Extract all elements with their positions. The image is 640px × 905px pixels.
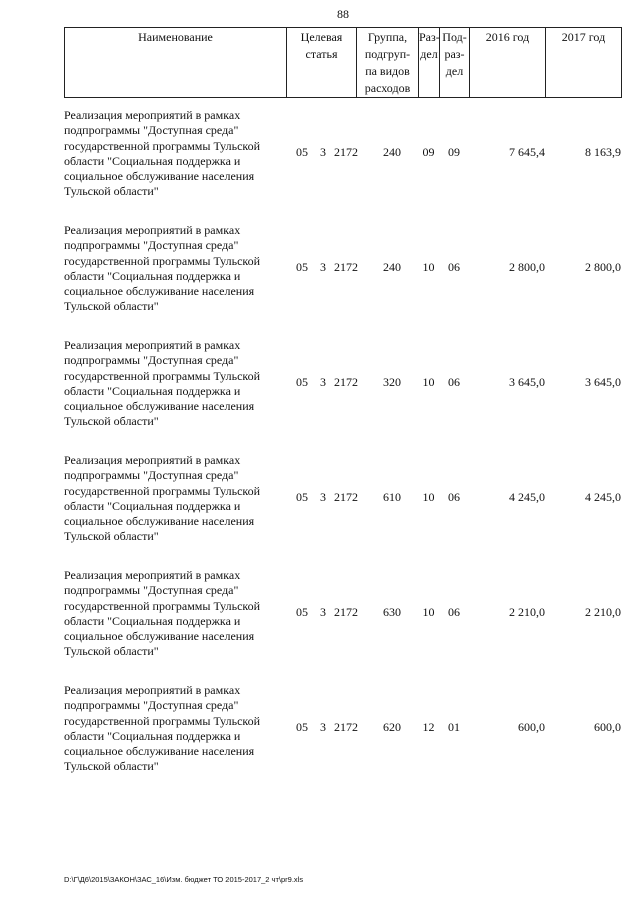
cell-section: 09 <box>422 145 435 159</box>
header-subsection <box>440 28 470 97</box>
row-name-line: Тульской области" <box>64 644 159 659</box>
cell-target-code-2: 3 <box>320 490 326 504</box>
cell-target-code-3: 2172 <box>334 605 358 619</box>
row-name-line: Тульской области" <box>64 529 159 544</box>
row-name-line: государственной программы Тульской <box>64 368 261 383</box>
row-name-line: области "Социальная поддержка и <box>64 613 241 628</box>
header-subsection-line: Под- <box>442 30 467 44</box>
header-target <box>287 28 357 97</box>
row-name-line: государственной программы Тульской <box>64 138 261 153</box>
cell-section: 12 <box>422 720 435 734</box>
header-2016 <box>470 28 546 97</box>
row-name-line: Тульской области" <box>64 299 159 314</box>
cell-2016: 7 645,4 <box>509 145 545 159</box>
cell-expense-group: 320 <box>383 375 401 389</box>
row-name-line: подпрограммы "Доступная среда" <box>64 698 239 713</box>
header-group-line: па видов <box>365 64 410 78</box>
cell-subsection: 06 <box>448 605 460 619</box>
row-name-line: государственной программы Тульской <box>64 598 261 613</box>
row-name <box>64 108 292 200</box>
row-name-line: Реализация мероприятий в рамках <box>64 108 241 122</box>
cell-target-code-1: 05 <box>296 720 308 734</box>
row-name-line: социальное обслуживание населения <box>64 629 255 644</box>
cell-target-code-3: 2172 <box>334 490 358 504</box>
cell-target-code-2: 3 <box>320 720 326 734</box>
page-number: 88 <box>337 7 349 21</box>
row-name-line: подпрограммы "Доступная среда" <box>64 353 239 368</box>
header-subsection-line: раз- <box>444 47 465 61</box>
header-2017 <box>546 28 621 97</box>
header-group-line: подгруп- <box>364 47 411 61</box>
header-2016-text: 2016 год <box>485 30 530 44</box>
row-name-line: Тульской области" <box>64 759 159 774</box>
row-name <box>64 453 292 545</box>
cell-section: 10 <box>422 375 435 389</box>
row-name-line: области "Социальная поддержка и <box>64 728 241 743</box>
table-body <box>64 108 634 798</box>
row-name-line: государственной программы Тульской <box>64 253 261 268</box>
cell-expense-group: 620 <box>383 720 401 734</box>
table-row <box>64 338 634 453</box>
header-target-line: Целевая <box>300 30 343 44</box>
file-path-footer: D:\Г\Д6\2015\ЗАКОН\ЗАС_16\Изм. бюджет ТО 2015-2017_2 чт\pr9.xls <box>64 875 304 884</box>
cell-expense-group: 630 <box>383 605 401 619</box>
row-name-line: Реализация мероприятий в рамках <box>64 453 241 467</box>
row-name-line: социальное обслуживание населения <box>64 744 255 759</box>
header-name <box>65 28 287 97</box>
cell-2017: 4 245,0 <box>585 490 621 504</box>
cell-target-code-2: 3 <box>320 260 326 274</box>
cell-2017: 8 163,9 <box>585 145 621 159</box>
row-name-line: подпрограммы "Доступная среда" <box>64 123 239 138</box>
row-name-line: государственной программы Тульской <box>64 713 261 728</box>
header-section <box>419 28 440 97</box>
cell-target-code-3: 2172 <box>334 145 358 159</box>
row-name-line: Реализация мероприятий в рамках <box>64 223 241 237</box>
row-name <box>64 223 292 315</box>
row-name-line: области "Социальная поддержка и <box>64 268 241 283</box>
cell-2017: 600,0 <box>594 720 621 734</box>
table-row <box>64 223 634 338</box>
cell-subsection: 06 <box>448 260 460 274</box>
cell-target-code-2: 3 <box>320 375 326 389</box>
cell-2016: 2 210,0 <box>509 605 545 619</box>
row-name-line: Тульской области" <box>64 184 159 199</box>
cell-subsection: 06 <box>448 375 460 389</box>
table-header <box>64 27 622 98</box>
cell-2016: 4 245,0 <box>509 490 545 504</box>
row-name-line: подпрограммы "Доступная среда" <box>64 238 239 253</box>
table-row <box>64 108 634 223</box>
header-group-line: расходов <box>364 81 411 95</box>
cell-target-code-1: 05 <box>296 490 308 504</box>
header-subsection-line: дел <box>445 64 464 78</box>
cell-subsection: 01 <box>448 720 460 734</box>
row-name-line: социальное обслуживание населения <box>64 169 255 184</box>
cell-2016: 600,0 <box>518 720 545 734</box>
header-group-line: Группа, <box>367 30 408 44</box>
row-name-line: области "Социальная поддержка и <box>64 383 241 398</box>
cell-target-code-1: 05 <box>296 260 308 274</box>
row-name-line: Реализация мероприятий в рамках <box>64 568 241 582</box>
header-target-line: статья <box>305 47 338 61</box>
row-name-line: подпрограммы "Доступная среда" <box>64 468 239 483</box>
cell-2017: 3 645,0 <box>585 375 621 389</box>
row-name-line: социальное обслуживание населения <box>64 284 255 299</box>
cell-expense-group: 610 <box>383 490 401 504</box>
row-name-line: Реализация мероприятий в рамках <box>64 338 241 352</box>
cell-2017: 2 210,0 <box>585 605 621 619</box>
table-row <box>64 683 634 798</box>
header-section-line: дел <box>420 47 438 61</box>
row-name-line: социальное обслуживание населения <box>64 399 255 414</box>
cell-subsection: 09 <box>448 145 460 159</box>
cell-section: 10 <box>422 260 435 274</box>
row-name-line: социальное обслуживание населения <box>64 514 255 529</box>
cell-target-code-2: 3 <box>320 145 326 159</box>
header-name-text: Наименование <box>138 30 213 44</box>
cell-expense-group: 240 <box>383 260 401 274</box>
row-name-line: области "Социальная поддержка и <box>64 498 241 513</box>
row-name-line: области "Социальная поддержка и <box>64 153 241 168</box>
header-group <box>357 28 419 97</box>
table-row <box>64 568 634 683</box>
cell-target-code-2: 3 <box>320 605 326 619</box>
table-row <box>64 453 634 568</box>
cell-2016: 3 645,0 <box>509 375 545 389</box>
row-name-line: Реализация мероприятий в рамках <box>64 683 241 697</box>
cell-target-code-1: 05 <box>296 605 308 619</box>
cell-2016: 2 800,0 <box>509 260 545 274</box>
cell-subsection: 06 <box>448 490 460 504</box>
cell-target-code-3: 2172 <box>334 375 358 389</box>
cell-target-code-3: 2172 <box>334 720 358 734</box>
row-name <box>64 568 292 660</box>
cell-expense-group: 240 <box>383 145 401 159</box>
cell-2017: 2 800,0 <box>585 260 621 274</box>
cell-section: 10 <box>422 605 435 619</box>
row-name <box>64 683 292 775</box>
cell-section: 10 <box>422 490 435 504</box>
row-name <box>64 338 292 430</box>
row-name-line: государственной программы Тульской <box>64 483 261 498</box>
header-2017-text: 2017 год <box>561 30 606 44</box>
cell-target-code-1: 05 <box>296 375 308 389</box>
cell-target-code-1: 05 <box>296 145 308 159</box>
row-name-line: подпрограммы "Доступная среда" <box>64 583 239 598</box>
row-name-line: Тульской области" <box>64 414 159 429</box>
header-section-line: Раз- <box>419 30 440 44</box>
cell-target-code-3: 2172 <box>334 260 358 274</box>
